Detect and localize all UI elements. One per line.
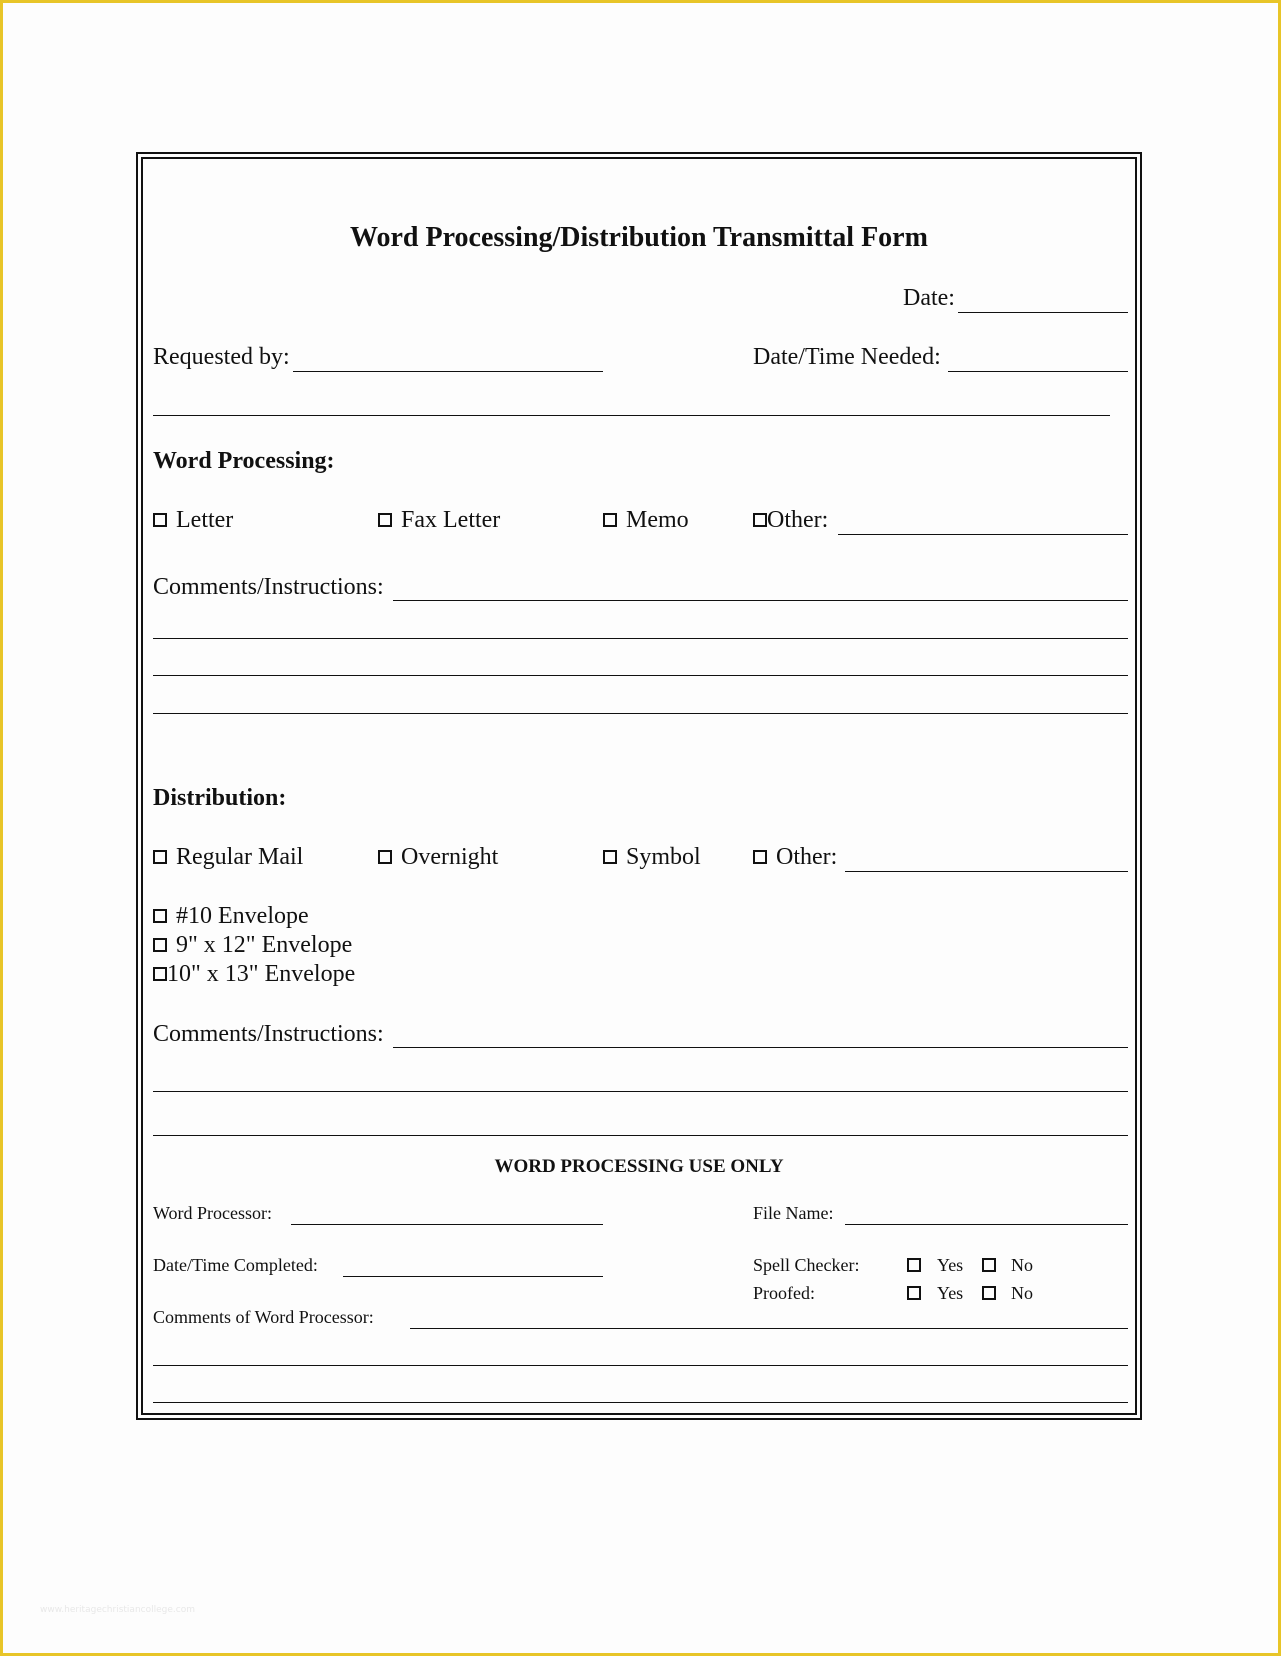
- wp-comments-of-processor-label: Comments of Word Processor:: [153, 1307, 374, 1327]
- envelope-option-9x12[interactable]: 9" x 12" Envelope: [153, 932, 352, 959]
- date-field[interactable]: [958, 312, 1128, 313]
- word-processor-field[interactable]: [291, 1224, 603, 1225]
- dist-comments-line[interactable]: [153, 1135, 1128, 1136]
- dist-comments-line[interactable]: [393, 1047, 1128, 1048]
- dist-option-overnight[interactable]: Overnight: [378, 844, 498, 871]
- proofed-yes-checkbox[interactable]: [907, 1286, 921, 1300]
- use-only-heading: WORD PROCESSING USE ONLY: [494, 1156, 784, 1177]
- separator-line: [153, 415, 1110, 416]
- distribution-heading: Distribution:: [153, 785, 287, 811]
- dist-comments-line[interactable]: [153, 1091, 1128, 1092]
- processor-comments-line[interactable]: [410, 1328, 1128, 1329]
- dist-comments-label: Comments/Instructions:: [153, 1021, 384, 1047]
- checkbox[interactable]: [378, 850, 392, 864]
- processor-comments-line[interactable]: [153, 1402, 1128, 1403]
- proofed-label: Proofed:: [753, 1283, 815, 1303]
- spell-checker-yes-label: Yes: [937, 1255, 964, 1275]
- dist-option-symbol[interactable]: Symbol: [603, 844, 701, 871]
- wp-comments-line[interactable]: [393, 600, 1128, 601]
- file-name-label: File Name:: [753, 1203, 834, 1223]
- requested-by-field[interactable]: [293, 371, 603, 372]
- envelope-option-10[interactable]: #10 Envelope: [153, 903, 309, 930]
- checkbox[interactable]: [753, 850, 767, 864]
- wp-other-field[interactable]: [838, 534, 1128, 535]
- checkbox[interactable]: [153, 513, 167, 527]
- wp-comments-line[interactable]: [153, 675, 1128, 676]
- word-processor-label: Word Processor:: [153, 1203, 273, 1223]
- form-title: Word Processing/Distribution Transmittal Form: [350, 222, 928, 253]
- date-time-completed-label: Date/Time Completed:: [153, 1255, 318, 1275]
- file-name-field[interactable]: [845, 1224, 1128, 1225]
- wp-option-other[interactable]: Other:: [753, 507, 828, 534]
- form-border-inner: [141, 157, 1137, 1415]
- wp-comments-line[interactable]: [153, 713, 1128, 714]
- wp-comments-line[interactable]: [153, 638, 1128, 639]
- checkbox[interactable]: [153, 909, 167, 923]
- checkbox[interactable]: [753, 513, 767, 527]
- checkbox[interactable]: [603, 850, 617, 864]
- proofed-no-checkbox[interactable]: [982, 1286, 996, 1300]
- wp-option-letter[interactable]: Letter: [153, 507, 233, 534]
- envelope-option-10x13[interactable]: 10" x 13" Envelope: [153, 961, 355, 988]
- checkbox[interactable]: [153, 938, 167, 952]
- spell-checker-no-checkbox[interactable]: [982, 1258, 996, 1272]
- spell-checker-no-label: No: [1011, 1255, 1033, 1275]
- checkbox[interactable]: [603, 513, 617, 527]
- watermark: www.heritagechristiancollege.com: [40, 1605, 195, 1615]
- dist-other-field[interactable]: [845, 871, 1128, 872]
- checkbox[interactable]: [153, 850, 167, 864]
- date-time-needed-field[interactable]: [948, 371, 1128, 372]
- wp-option-fax-letter[interactable]: Fax Letter: [378, 507, 500, 534]
- wp-option-memo[interactable]: Memo: [603, 507, 689, 534]
- wp-comments-label: Comments/Instructions:: [153, 574, 384, 600]
- checkbox[interactable]: [153, 967, 167, 981]
- date-time-needed-label: Date/Time Needed:: [753, 344, 941, 370]
- date-label: Date:: [903, 285, 955, 311]
- requested-by-label: Requested by:: [153, 344, 290, 370]
- dist-option-other[interactable]: Other:: [753, 844, 837, 871]
- dist-option-regular-mail[interactable]: Regular Mail: [153, 844, 303, 871]
- proofed-yes-label: Yes: [937, 1283, 964, 1303]
- spell-checker-yes-checkbox[interactable]: [907, 1258, 921, 1272]
- checkbox[interactable]: [378, 513, 392, 527]
- processor-comments-line[interactable]: [153, 1365, 1128, 1366]
- date-time-completed-field[interactable]: [343, 1276, 603, 1277]
- word-processing-heading: Word Processing:: [153, 448, 335, 474]
- proofed-no-label: No: [1011, 1283, 1033, 1303]
- spell-checker-label: Spell Checker:: [753, 1255, 860, 1275]
